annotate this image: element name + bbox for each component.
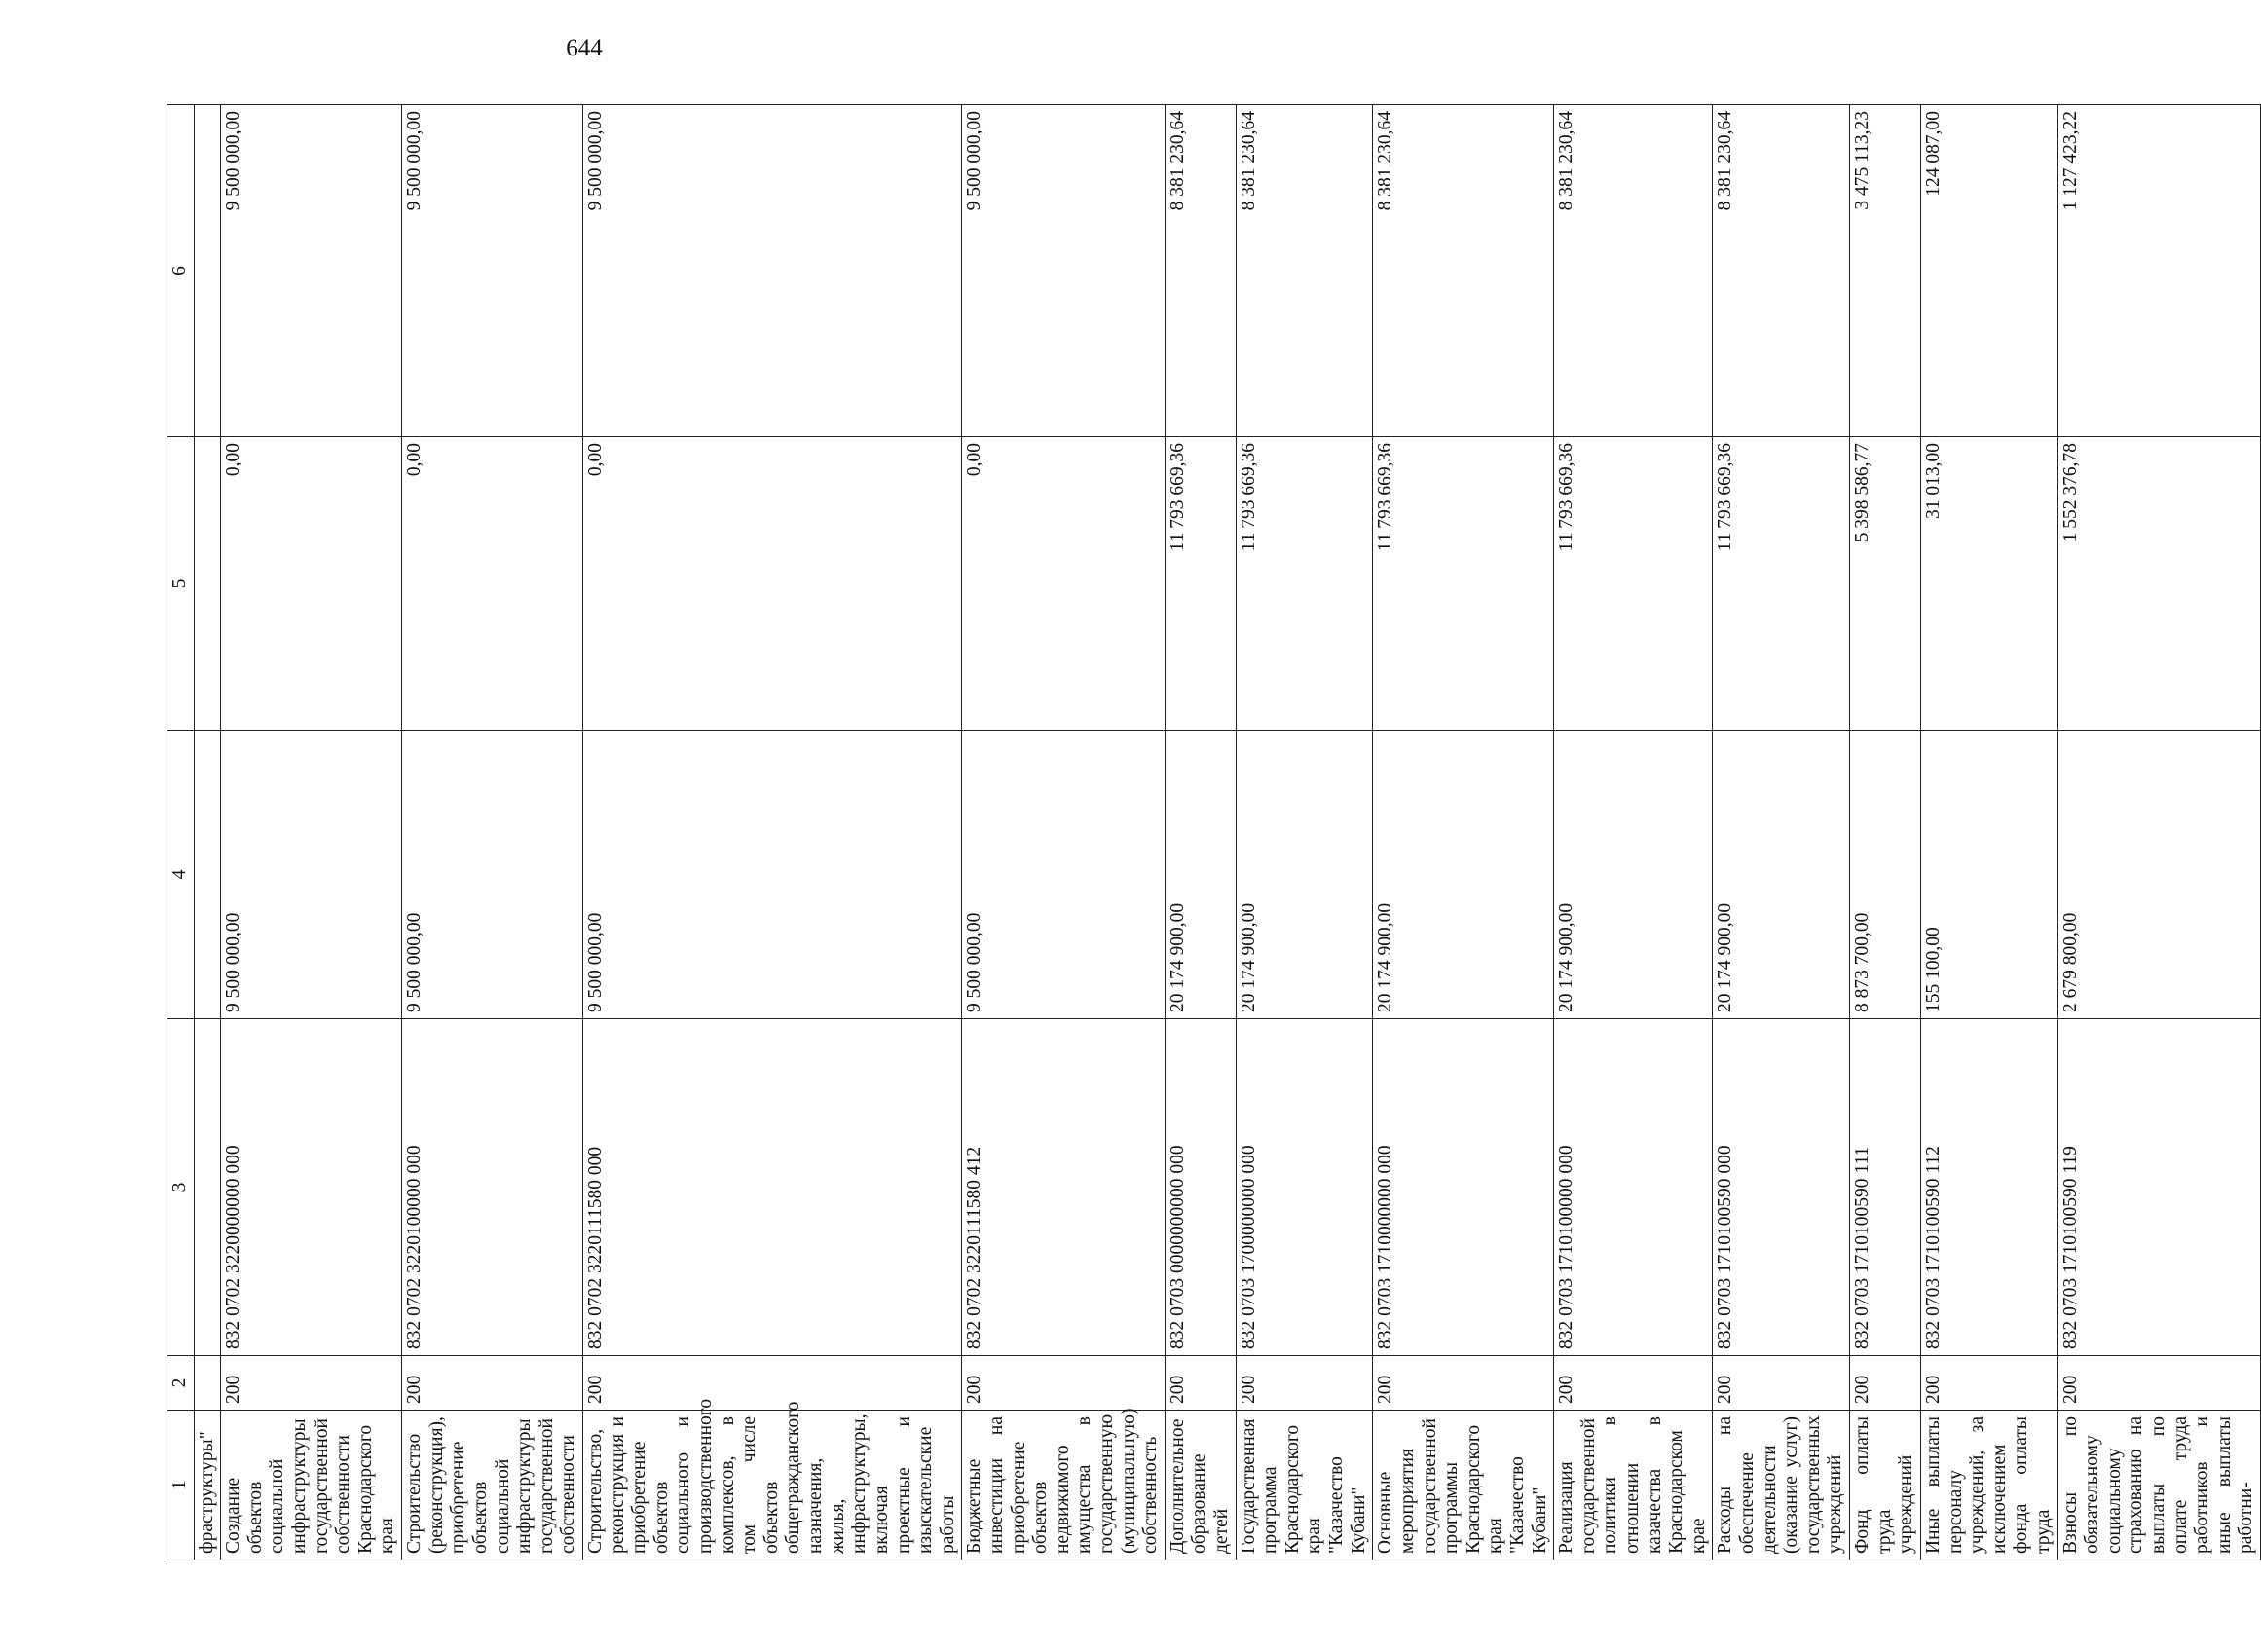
row-executed-cell: 11 793 669,36: [1713, 437, 1850, 731]
column-number-6: 6: [167, 105, 195, 437]
row-name-cell: Иные выплаты персоналу учреждений, за исключением фонда оплаты труда: [1920, 1411, 2057, 1560]
row-remainder-cell: 8 381 230,64: [1236, 105, 1373, 437]
table-row: [1850, 105, 1921, 1560]
table-row: [1373, 105, 1554, 1560]
row-remainder-cell: 8 381 230,64: [1554, 105, 1713, 437]
empty-cell: [194, 437, 221, 731]
row-admin-cell: 200: [1713, 1356, 1850, 1411]
row-plan-cell: 9 500 000,00: [221, 731, 402, 1019]
row-name-cell: Строительство, реконструкция и приобретение объектов социального и производственного комплексов, в том числе объектов общегражданского назначения, жилья, инфраструктуры, включая проектные и изыскательские работы: [582, 1411, 961, 1560]
row-code-cell: 832 0703 1710100590 119: [2057, 1019, 2260, 1356]
column-number-1: 1: [167, 1411, 195, 1560]
row-name-cell: Государственная программа Краснодарского края "Казачество Кубани": [1236, 1411, 1373, 1560]
row-code-cell: 832 0703 1710100590 112: [1920, 1019, 2057, 1356]
row-executed-cell: 0,00: [221, 437, 402, 731]
row-plan-cell: 155 100,00: [1920, 731, 2057, 1019]
row-admin-cell: 200: [1373, 1356, 1554, 1411]
row-plan-cell: 2 679 800,00: [2057, 731, 2260, 1019]
row-code-cell: 832 0703 1710100590 000: [1713, 1019, 1850, 1356]
empty-cell: [194, 1356, 221, 1411]
row-name-cell: Бюджетные инвестиции на приобретение объектов недвижимого имущества в государственную (муниципальную) собственность: [962, 1411, 1165, 1560]
continuation-row: [194, 105, 221, 1560]
row-plan-cell: 20 174 900,00: [1373, 731, 1554, 1019]
empty-cell: [194, 731, 221, 1019]
row-name-cell: Расходы на обеспечение деятельности (оказание услуг) государственных учреждений: [1713, 1411, 1850, 1560]
column-number-3: 3: [167, 1019, 195, 1356]
row-code-cell: 832 0703 1710000000 000: [1373, 1019, 1554, 1356]
rotated-table-wrapper: [167, 105, 2257, 1560]
row-admin-cell: 200: [1920, 1356, 2057, 1411]
row-name-cell: Фонд оплаты труда учреждений: [1850, 1411, 1921, 1560]
row-remainder-cell: 9 500 000,00: [962, 105, 1165, 437]
table-row: [1554, 105, 1713, 1560]
table-body: [167, 105, 2261, 1560]
row-remainder-cell: 124 087,00: [1920, 105, 2057, 437]
row-code-cell: 832 0703 1710100590 111: [1850, 1019, 1921, 1356]
table-row: [1236, 105, 1373, 1560]
row-remainder-cell: 9 500 000,00: [221, 105, 402, 437]
row-admin-cell: 200: [1850, 1356, 1921, 1411]
table-row: [1920, 105, 2057, 1560]
continuation-text: фраструктуры": [194, 1411, 221, 1560]
table-row: [1165, 105, 1236, 1560]
row-remainder-cell: 8 381 230,64: [1373, 105, 1554, 437]
row-plan-cell: 9 500 000,00: [402, 731, 583, 1019]
column-number-5: 5: [167, 437, 195, 731]
row-plan-cell: 20 174 900,00: [1236, 731, 1373, 1019]
row-plan-cell: 9 500 000,00: [582, 731, 961, 1019]
table-row: [1713, 105, 1850, 1560]
row-code-cell: 832 0703 1700000000 000: [1236, 1019, 1373, 1356]
row-code-cell: 832 0703 0000000000 000: [1165, 1019, 1236, 1356]
row-admin-cell: 200: [1554, 1356, 1713, 1411]
row-executed-cell: 5 398 586,77: [1850, 437, 1921, 731]
row-executed-cell: 0,00: [582, 437, 961, 731]
table-row: [582, 105, 961, 1560]
row-executed-cell: 11 793 669,36: [1554, 437, 1713, 731]
row-executed-cell: 31 013,00: [1920, 437, 2057, 731]
row-name-cell: Реализация государственной политики в отношении казачества в Краснодарском крае: [1554, 1411, 1713, 1560]
row-executed-cell: 0,00: [962, 437, 1165, 731]
row-admin-cell: 200: [1236, 1356, 1373, 1411]
row-admin-cell: 200: [2057, 1356, 2260, 1411]
row-admin-cell: 200: [221, 1356, 402, 1411]
row-remainder-cell: 8 381 230,64: [1165, 105, 1236, 437]
row-name-cell: Дополнительное образование детей: [1165, 1411, 1236, 1560]
row-plan-cell: 8 873 700,00: [1850, 731, 1921, 1019]
column-number-row: [167, 105, 195, 1560]
row-executed-cell: 1 552 376,78: [2057, 437, 2260, 731]
row-admin-cell: 200: [1165, 1356, 1236, 1411]
empty-cell: [194, 105, 221, 437]
row-name-cell: Основные мероприятия государственной программы Краснодарского края "Казачество Кубани": [1373, 1411, 1554, 1560]
row-code-cell: 832 0702 3220111580 000: [582, 1019, 961, 1356]
table-row: [962, 105, 1165, 1560]
row-name-cell: Взносы по обязательному социальному страхованию на выплаты по оплате труда работников и иные выплаты работни-: [2057, 1411, 2260, 1560]
row-plan-cell: 20 174 900,00: [1165, 731, 1236, 1019]
row-admin-cell: 200: [962, 1356, 1165, 1411]
row-plan-cell: 20 174 900,00: [1713, 731, 1850, 1019]
row-remainder-cell: 3 475 113,23: [1850, 105, 1921, 437]
table-row: [402, 105, 583, 1560]
row-name-cell: Строительство (реконструкция), приобретение объектов социальной инфраструктуры государственной собственности: [402, 1411, 583, 1560]
row-code-cell: 832 0702 3220111580 412: [962, 1019, 1165, 1356]
table-row: [2057, 105, 2260, 1560]
row-remainder-cell: 9 500 000,00: [402, 105, 583, 437]
page-number: 644: [566, 35, 603, 61]
row-code-cell: 832 0702 3220100000 000: [402, 1019, 583, 1356]
empty-cell: [194, 1019, 221, 1356]
row-executed-cell: 11 793 669,36: [1373, 437, 1554, 731]
row-admin-cell: 200: [582, 1356, 961, 1411]
table-row: [221, 105, 402, 1560]
row-plan-cell: 20 174 900,00: [1554, 731, 1713, 1019]
row-remainder-cell: 8 381 230,64: [1713, 105, 1850, 437]
row-remainder-cell: 1 127 423,22: [2057, 105, 2260, 437]
row-executed-cell: 0,00: [402, 437, 583, 731]
row-plan-cell: 9 500 000,00: [962, 731, 1165, 1019]
column-number-2: 2: [167, 1356, 195, 1411]
row-code-cell: 832 0703 1710100000 000: [1554, 1019, 1713, 1356]
row-admin-cell: 200: [402, 1356, 583, 1411]
row-executed-cell: 11 793 669,36: [1236, 437, 1373, 731]
row-remainder-cell: 9 500 000,00: [582, 105, 961, 437]
column-number-4: 4: [167, 731, 195, 1019]
budget-table: [167, 104, 2261, 1560]
row-code-cell: 832 0702 3220000000 000: [221, 1019, 402, 1356]
row-executed-cell: 11 793 669,36: [1165, 437, 1236, 731]
row-name-cell: Создание объектов социальной инфраструктуры государственной собственности Краснодарского края: [221, 1411, 402, 1560]
